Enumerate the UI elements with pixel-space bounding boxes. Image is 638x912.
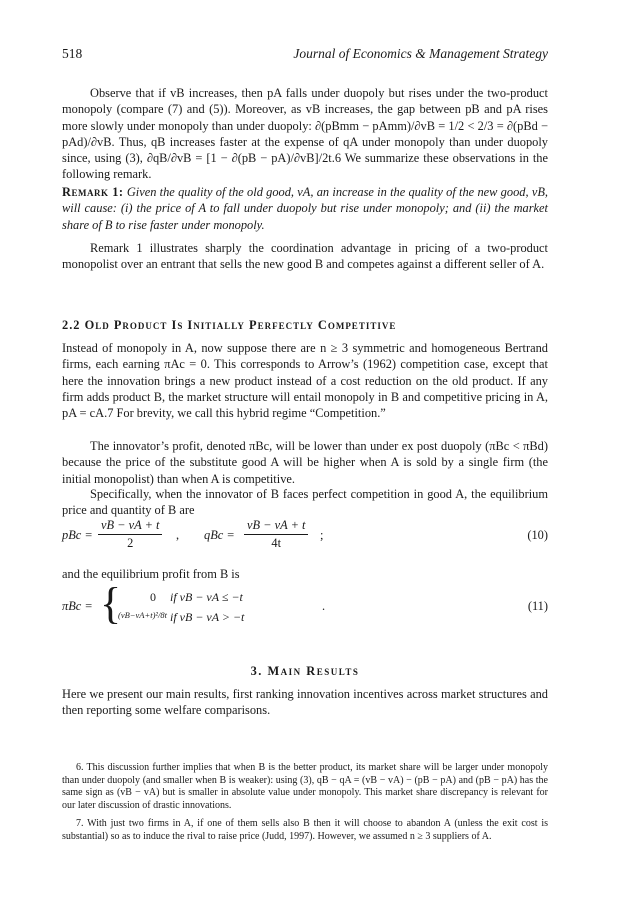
footnote-7: 7. With just two firms in A, if one of them sells also B then it will choose to abandon A (unless the exit cost is substantial) so as to induce the rival to raise price (Judd, 1997). However, we assumed n ≥ 3 suppliers of A. — [62, 818, 548, 842]
eq10-quantity-lhs: qBc = — [204, 528, 235, 542]
paragraph-remark-illustrates: Remark 1 illustrates sharply the coordination advantage in pricing of a two-product monopolist over an entrant that sells the new good B and competes against a different seller of A. — [62, 241, 548, 272]
remark-label: Remark 1: — [62, 185, 124, 199]
footnote-6: 6. This discussion further implies that when B is the better product, its market share will be larger under monopoly than under duopoly (and smaller when B is weaker): using (3), qB − qA = (vB − vA) − (pB − pA) and (pB − pA) has the same sign as (vB − vA) but is smaller in absolute value under monopoly. This market share discrepancy is relevant for our later discussion of drastic innovations. — [62, 762, 548, 811]
eq10-price-denominator: 2 — [127, 536, 134, 550]
eq11-case1-value: 0 — [150, 590, 156, 604]
journal-title: Journal of Economics & Management Strategy — [293, 46, 548, 61]
eq11-lhs: πBc = — [62, 599, 93, 613]
remark-1 — [62, 184, 548, 233]
eq10-price-numerator: vB − vA + t — [98, 518, 162, 535]
paragraph-observe: Observe that if vB increases, then pA falls under duopoly but rises under the two-product monopoly (compare (7) and (5)). Moreover, as vB increases, the gap between pB and pA rises more slowly under monopoly than under duopoly: ∂(pBmm − pAmm)/∂vB = 1/2 < 2/3 = ∂(pBd − pAd)/∂vB. Thus, qB increases faster at the expense of qA under monopoly than under duopoly since, using (3), ∂qB/∂vB = [1 − ∂(pB − pA)/∂vB]/2t.6 We summarize these observations in the following remark. — [62, 86, 548, 182]
equation-11 — [62, 579, 548, 630]
paragraph-equilibrium-profit: and the equilibrium profit from B is — [62, 567, 240, 581]
equation-10 — [62, 518, 548, 554]
eq11-case2-value: (vB−vA+t)²/8t — [118, 610, 167, 620]
paragraph-innovator-profit: The innovator’s profit, denoted πBc, will be lower than under ex post duopoly (πBc < πBd) because the price of the substitute good A will be higher when A is sold by a single firm (the initial monopolist) than when A is competitive. — [62, 439, 548, 486]
paragraph-competition: Instead of monopoly in A, now suppose there are n ≥ 3 symmetric and homogeneous Bertrand firms, each earning πAc = 0. This corresponds to Arrow’s (1962) competition case, except that here the innovation brings a new product instead of a cost reduction on the old product. If any firm adds product B, the market structure will entail monopoly in B and competitive pricing in A, pA = cA.7 For brevity, we call this hybrid regime “Competition.” — [62, 341, 548, 421]
eq11-case1-condition: if vB − vA ≤ −t — [170, 590, 243, 604]
eq11-case2-condition: if vB − vA > −t — [170, 610, 245, 624]
eq10-price-lhs: pBc = — [62, 528, 93, 542]
paragraph-specifically: Specifically, when the innovator of B faces perfect competition in good A, the equilibrium price and quantity of B are — [62, 487, 548, 518]
section-heading-2-2: 2.2 Old Product Is Initially Perfectly Competitive — [62, 318, 397, 332]
eq10-semicolon: ; — [320, 528, 324, 542]
eq10-price-fraction — [98, 518, 162, 551]
eq10-quantity-fraction — [244, 518, 308, 551]
eq11-number: (11) — [527, 599, 548, 613]
paragraph-main-results: Here we present our main results, first ranking innovation incentives across market structures and then reporting some welfare comparisons. — [62, 687, 548, 718]
eq10-comma: , — [176, 528, 180, 542]
section-heading-3: 3. Main Results — [250, 664, 360, 678]
page-number: 518 — [62, 46, 83, 61]
remark-text: Given the quality of the old good, vA, an increase in the quality of the new good, vB, will cause: (i) the price of A to fall under duopoly but rise under monopoly; and (ii) the market share of B to rise faster under monopoly. — [62, 185, 548, 232]
eq10-quantity-denominator: 4t — [271, 536, 282, 550]
eq11-brace: { — [100, 579, 122, 628]
eq11-period: . — [322, 599, 326, 613]
eq10-number: (10) — [527, 528, 548, 542]
eq10-quantity-numerator: vB − vA + t — [244, 518, 308, 535]
